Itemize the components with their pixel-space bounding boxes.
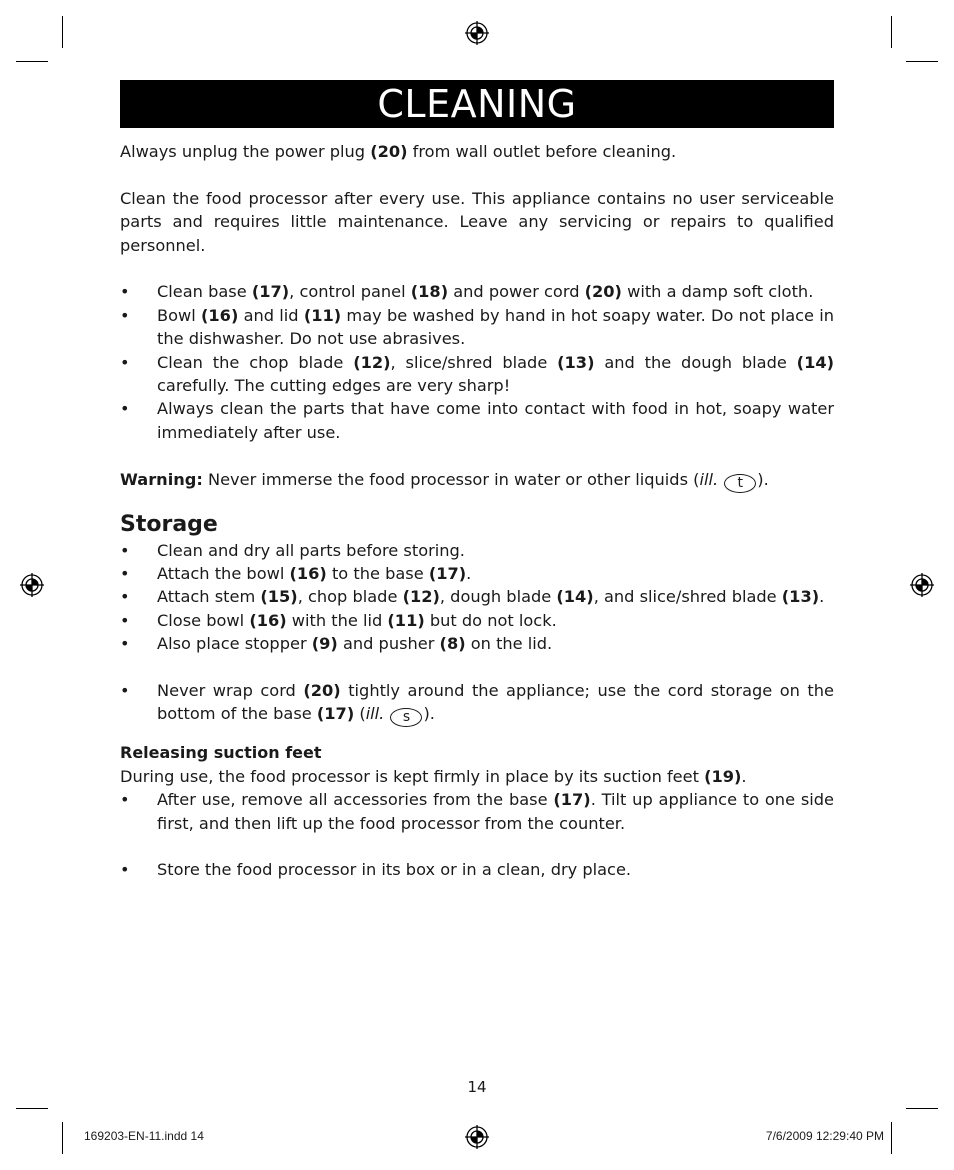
registration-mark-icon — [20, 573, 44, 597]
list-item — [120, 788, 834, 835]
bullet: • — [120, 790, 130, 810]
text-span: carefully. The cutting edges are very sharp! — [157, 376, 511, 396]
list-item — [120, 632, 834, 655]
cleaning-list — [120, 280, 834, 444]
text-span: and power cord — [448, 282, 585, 302]
list-item — [120, 304, 834, 351]
suction-list — [120, 788, 834, 835]
storage-heading: Storage — [120, 511, 218, 537]
part-number: (14) — [556, 587, 594, 607]
text-span: Never immerse the food processor in water or other liquids ( — [202, 469, 700, 489]
bullet: • — [120, 564, 130, 584]
cord-list — [120, 679, 834, 727]
list-item — [120, 858, 834, 881]
text-span: Store the food processor in its box or in a clean, dry place. — [157, 860, 632, 880]
text-span: Close bowl — [157, 610, 250, 630]
registration-mark-icon — [465, 1125, 489, 1149]
text-span: Clean base — [157, 282, 252, 302]
bullet: • — [120, 540, 130, 560]
text-span: and lid — [238, 305, 304, 325]
registration-mark-icon — [465, 21, 489, 45]
text-span: Always unplug the power plug — [120, 142, 371, 161]
text-span: Also place stopper — [157, 634, 312, 654]
text-span: to the base — [326, 564, 429, 584]
suction-heading: Releasing suction feet — [120, 743, 322, 763]
suction-intro — [120, 765, 834, 788]
part-number: (16) — [249, 610, 287, 630]
part-number: (17) — [251, 282, 290, 302]
crop-mark — [16, 61, 48, 62]
list-item — [120, 585, 834, 608]
text-span: Bowl — [157, 305, 202, 325]
part-number: (13) — [557, 352, 595, 372]
bullet: • — [120, 681, 130, 701]
text-span: with the lid — [286, 610, 388, 630]
part-number: (12) — [402, 587, 440, 607]
text-span: ). — [423, 704, 435, 724]
maintenance-paragraph: Clean the food processor after every use. This appliance contains no user serviceable parts and requires little maintenance. Leave any servicing or repairs to qualified personnel. — [120, 188, 834, 255]
text-span: and pusher — [337, 634, 440, 654]
text-span: and the dough blade — [594, 352, 797, 372]
text-span: Never wrap cord — [157, 681, 304, 701]
bullet: • — [120, 634, 130, 654]
list-item — [120, 397, 834, 444]
crop-mark — [906, 61, 938, 62]
text-span: Clean the chop blade — [157, 352, 354, 372]
illustration-ref-icon: s — [390, 708, 422, 727]
part-number: (14) — [796, 352, 834, 372]
warning-label: Warning: — [120, 469, 203, 489]
crop-mark — [16, 1108, 48, 1109]
text-span: , and slice/shred blade — [593, 587, 782, 607]
crop-mark — [891, 16, 892, 48]
text-span: , dough blade — [439, 587, 557, 607]
text-span: . — [819, 587, 825, 607]
text-span: , control panel — [289, 282, 411, 302]
part-number: (13) — [781, 587, 820, 607]
list-item — [120, 562, 834, 585]
part-number: (17) — [428, 564, 467, 584]
part-number: (17) — [553, 790, 591, 810]
bullet: • — [120, 352, 130, 372]
part-number: (20) — [370, 142, 408, 161]
text-span: Clean and dry all parts before storing. — [157, 540, 465, 560]
crop-mark — [62, 1122, 63, 1154]
text-span: . — [466, 564, 472, 584]
part-number: (16) — [289, 564, 327, 584]
crop-mark — [906, 1108, 938, 1109]
crop-mark — [891, 1122, 892, 1154]
part-number: (8) — [439, 634, 466, 654]
page-number: 14 — [467, 1078, 487, 1096]
text-span: Attach the bowl — [157, 564, 290, 584]
page-title: CLEANING — [120, 80, 834, 128]
main-content — [120, 140, 834, 882]
ill-abbrev: ill. — [699, 469, 719, 489]
text-span: During use, the food processor is kept firmly in place by its suction feet — [120, 766, 705, 786]
text-span: , slice/shred blade — [390, 352, 558, 372]
bullet: • — [120, 860, 130, 880]
bullet: • — [120, 305, 130, 325]
text-span: . Tilt up appliance to one side first, and then lift up the food processor from the counter. — [157, 790, 834, 833]
part-number: (11) — [387, 610, 425, 630]
text-span: Attach stem — [157, 587, 261, 607]
text-span: with a damp soft cloth. — [621, 282, 814, 302]
part-number: (11) — [303, 305, 342, 325]
text-span: . — [741, 766, 747, 786]
unplug-paragraph — [120, 140, 834, 163]
store-list — [120, 858, 834, 881]
registration-mark-icon — [910, 573, 934, 597]
text-span: tightly around the appliance; use the cord storage on the bottom of the base — [157, 681, 834, 724]
part-number: (16) — [201, 305, 239, 325]
text-span: on the lid. — [465, 634, 553, 654]
list-item — [120, 351, 834, 398]
storage-list — [120, 539, 834, 656]
part-number: (17) — [316, 704, 355, 724]
part-number: (9) — [311, 634, 338, 654]
bullet: • — [120, 610, 130, 630]
text-span: After use, remove all accessories from the base — [157, 790, 554, 810]
crop-mark — [62, 16, 63, 48]
text-span: ( — [354, 704, 366, 724]
text-span: may be washed by hand in hot soapy water. Do not place in the dishwasher. Do not use abrasives. — [157, 305, 834, 349]
part-number: (15) — [260, 587, 298, 607]
list-item — [120, 539, 834, 562]
part-number: (12) — [353, 352, 391, 372]
slug-date: 7/6/2009 12:29:40 PM — [765, 1129, 884, 1143]
text-span: Always clean the parts that have come into contact with food in hot, soapy water immediately after use. — [157, 399, 834, 442]
text-span: , chop blade — [297, 587, 403, 607]
text-span: ). — [757, 469, 769, 489]
text-span: from wall outlet before cleaning. — [407, 142, 677, 161]
text-span: but do not lock. — [424, 610, 557, 630]
list-item — [120, 679, 834, 727]
bullet: • — [120, 587, 130, 607]
part-number: (18) — [410, 282, 449, 302]
part-number: (20) — [584, 282, 622, 302]
part-number: (19) — [704, 766, 742, 786]
warning-paragraph — [120, 468, 834, 493]
ill-abbrev: ill. — [365, 704, 385, 724]
list-item — [120, 609, 834, 632]
bullet: • — [120, 399, 130, 419]
bullet: • — [120, 282, 130, 302]
illustration-ref-icon: t — [724, 474, 756, 493]
list-item — [120, 280, 834, 303]
slug-file: 169203-EN-11.indd 14 — [84, 1129, 204, 1143]
part-number: (20) — [303, 681, 341, 701]
